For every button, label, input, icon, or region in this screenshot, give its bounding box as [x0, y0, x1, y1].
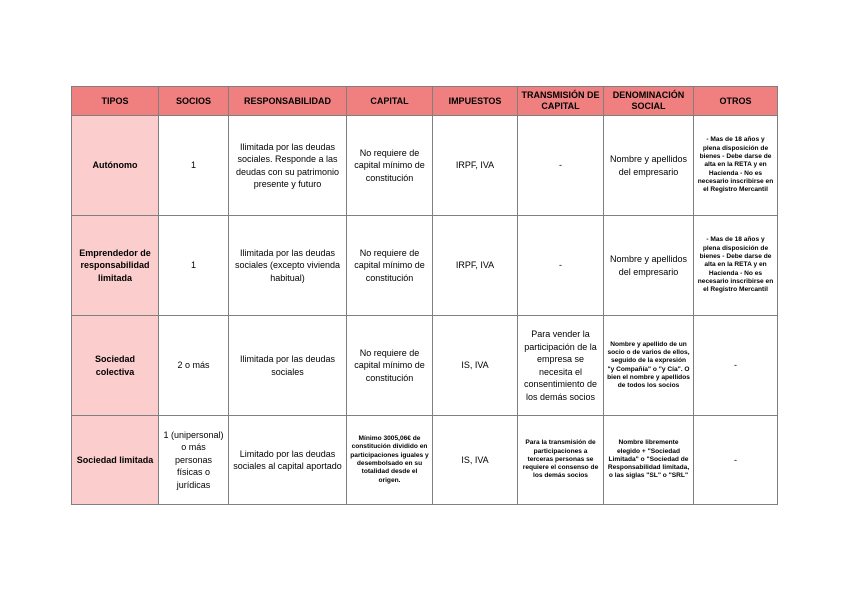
cell-responsabilidad: Limitado por las deudas sociales al capital aportado: [229, 416, 347, 505]
cell-capital: Mínimo 3005,06€ de constitución dividido en participaciones iguales y desembolsado en su totalidad desde el origen.: [347, 416, 433, 505]
table-row: [72, 316, 778, 416]
cell-capital: No requiere de capital mínimo de constitución: [347, 316, 433, 416]
cell-transmision: -: [518, 216, 604, 316]
cell-transmision: -: [518, 116, 604, 216]
header-socios: SOCIOS: [159, 87, 229, 116]
cell-tipo: Autónomo: [72, 116, 159, 216]
sociedades-table: [71, 86, 778, 505]
cell-socios: 2 o más: [159, 316, 229, 416]
header-transmision: TRANSMISIÓN DE CAPITAL: [518, 87, 604, 116]
cell-denominacion: Nombre y apellido de un socio o de varios de ellos, seguido de la expresión "y Compañía" o "y Cía". O bien el nombre y apellidos de todos los socios: [604, 316, 694, 416]
cell-tipo: Emprendedor de responsabilidad limitada: [72, 216, 159, 316]
cell-responsabilidad: Ilimitada por las deudas sociales (excepto vivienda habitual): [229, 216, 347, 316]
header-impuestos: IMPUESTOS: [433, 87, 518, 116]
cell-tipo: Sociedad colectiva: [72, 316, 159, 416]
table-header-row: [72, 87, 778, 116]
header-capital: CAPITAL: [347, 87, 433, 116]
cell-transmision: Para vender la participación de la empresa se necesita el consentimiento de los demás socios: [518, 316, 604, 416]
cell-socios: 1: [159, 116, 229, 216]
cell-responsabilidad: Ilimitada por las deudas sociales. Responde a las deudas con su patrimonio presente y futuro: [229, 116, 347, 216]
cell-socios: 1: [159, 216, 229, 316]
cell-impuestos: IRPF, IVA: [433, 216, 518, 316]
header-responsabilidad: RESPONSABILIDAD: [229, 87, 347, 116]
cell-impuestos: IS, IVA: [433, 316, 518, 416]
cell-denominacion: Nombre y apellidos del empresario: [604, 116, 694, 216]
cell-transmision: Para la transmisión de participaciones a terceras personas se requiere el consenso de los demás socios: [518, 416, 604, 505]
cell-denominacion: Nombre y apellidos del empresario: [604, 216, 694, 316]
cell-otros: - Mas de 18 años y plena disposición de bienes - Debe darse de alta en la RETA y en Hacienda - No es necesario inscribirse en el Registro Mercantil: [694, 216, 778, 316]
cell-impuestos: IRPF, IVA: [433, 116, 518, 216]
table-row: [72, 116, 778, 216]
cell-otros: - Mas de 18 años y plena disposición de bienes - Debe darse de alta en la RETA y en Hacienda - No es necesario inscribirse en el Registro Mercantil: [694, 116, 778, 216]
cell-capital: No requiere de capital mínimo de constitución: [347, 216, 433, 316]
cell-tipo: Sociedad limitada: [72, 416, 159, 505]
cell-denominacion: Nombre libremente elegido + "Sociedad Limitada" o "Sociedad de Responsabilidad limitada, o las siglas "SL" o "SRL": [604, 416, 694, 505]
header-denominacion: DENOMINACIÓN SOCIAL: [604, 87, 694, 116]
cell-otros: -: [694, 416, 778, 505]
header-otros: OTROS: [694, 87, 778, 116]
header-tipos: TIPOS: [72, 87, 159, 116]
cell-socios: 1 (unipersonal) o más personas físicas o jurídicas: [159, 416, 229, 505]
table-row: [72, 416, 778, 505]
cell-capital: No requiere de capital mínimo de constitución: [347, 116, 433, 216]
cell-responsabilidad: Ilimitada por las deudas sociales: [229, 316, 347, 416]
cell-otros: -: [694, 316, 778, 416]
table-row: [72, 216, 778, 316]
cell-impuestos: IS, IVA: [433, 416, 518, 505]
